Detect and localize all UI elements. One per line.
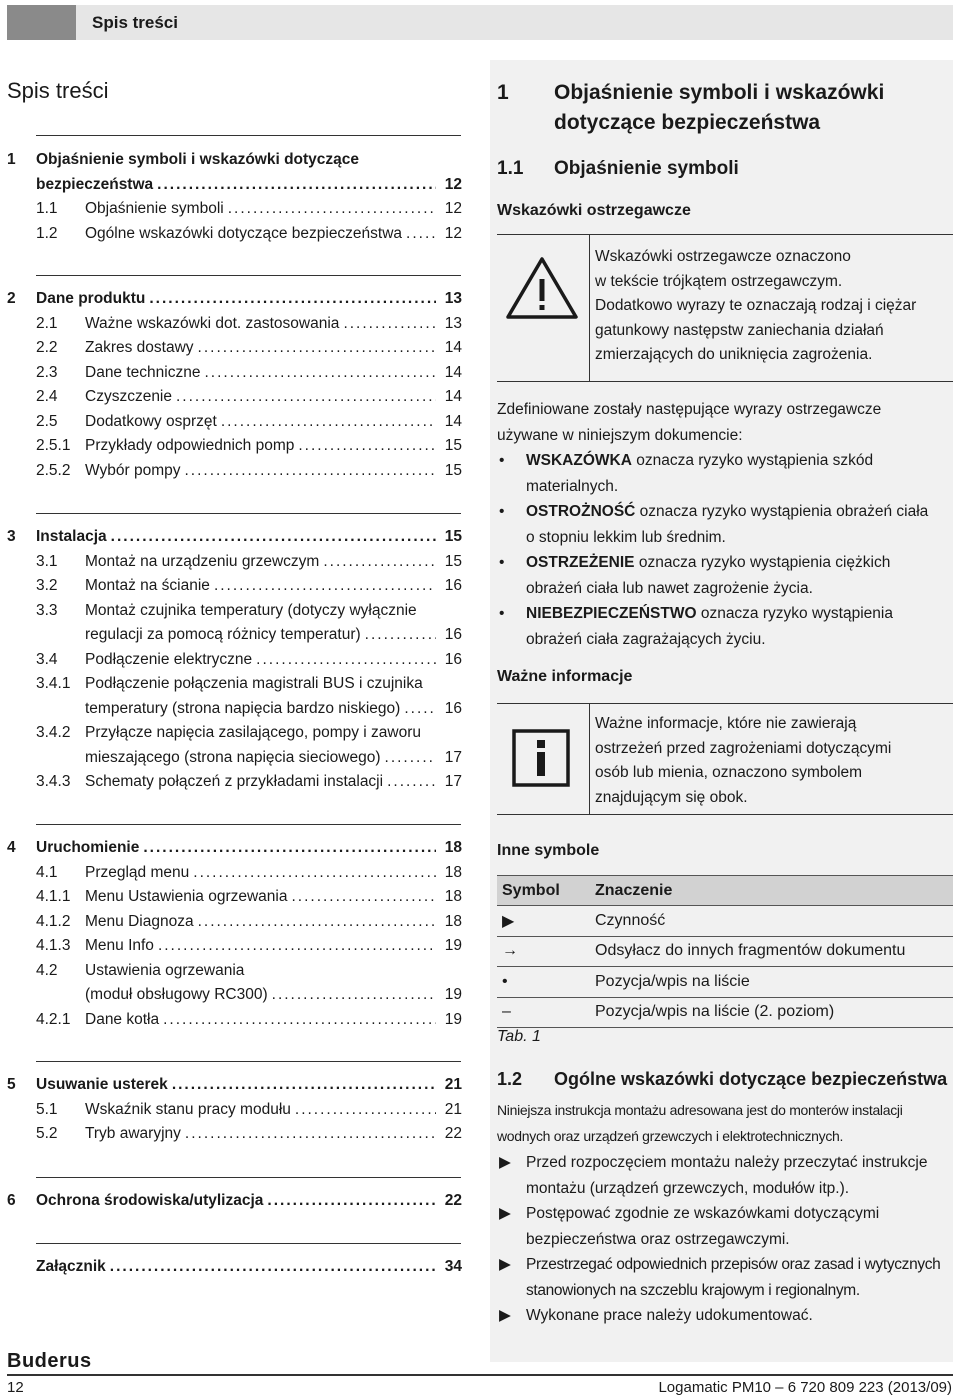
toc-label: Menu Info [85, 937, 154, 954]
action-arrow-icon: ▶ [499, 1307, 511, 1324]
toc-leader [185, 1122, 436, 1147]
toc-leader [272, 983, 436, 1008]
toc-page: 22 [444, 1192, 462, 1209]
toc-page: 22 [444, 1125, 462, 1142]
toc-number: 6 [7, 1192, 16, 1209]
toc-page: 12 [444, 200, 462, 217]
section-number: 1 [497, 81, 509, 104]
list-item [497, 499, 952, 550]
toc-entry [7, 459, 462, 484]
toc-label: Przegląd menu [85, 863, 190, 881]
toc-page: 17 [444, 773, 462, 790]
toc-line [85, 197, 462, 222]
toc-number: 3.4.3 [36, 773, 71, 790]
section-1-2-heading [497, 1069, 947, 1090]
toc-entry [7, 312, 462, 337]
toc-line [85, 336, 462, 361]
toc-entry [7, 599, 462, 648]
toc-label: Instalacja [36, 528, 107, 545]
section-1-1-heading [497, 158, 739, 180]
toc-label: regulacji za pomocą różnicy temperatur) [85, 626, 361, 643]
text-line: Niniejsza instrukcja montażu adresowana jest do monterów instalacji [497, 1102, 903, 1118]
toc-leader [176, 385, 436, 410]
divider [36, 824, 461, 825]
toc-label: Schematy połączeń z przykładami instalacji [85, 773, 384, 790]
toc-line [85, 410, 462, 435]
toc-line [36, 173, 462, 198]
section-title-cont: dotyczące bezpieczeństwa [554, 111, 821, 134]
toc-leader [111, 525, 436, 550]
toc-label: Usuwanie usterek [36, 1076, 168, 1093]
toc-number: 2.5.1 [36, 437, 71, 454]
toc-line [85, 934, 462, 959]
toc-leader [163, 1008, 436, 1033]
bullet-icon: • [499, 605, 505, 622]
toc-chapter [7, 836, 462, 861]
toc-label: Ochrona środowiska/utylizacja [36, 1192, 264, 1209]
toc-page: 15 [444, 528, 462, 545]
toc-label: bezpieczeństwa [36, 175, 154, 193]
toc-page: 19 [444, 986, 462, 1003]
toc-entry [7, 1008, 462, 1033]
text-line: gatunkowy następstw zaniechania działań [595, 321, 884, 339]
step-text-cont: stanowionych na szczeblu krajowym i regionalnym. [526, 1281, 860, 1299]
toc-label: Objaśnienie symboli [85, 200, 224, 217]
toc-leader [110, 1255, 436, 1280]
toc-number: 3.3 [36, 601, 58, 619]
toc-leader [228, 197, 436, 222]
toc-label: Ustawienia ogrzewania [85, 961, 245, 979]
toc-number: 4.1.1 [36, 888, 71, 905]
toc-entry [7, 385, 462, 410]
toc-page: 18 [444, 912, 462, 930]
toc-label: Ogólne wskazówki dotyczące bezpieczeństwa [85, 224, 403, 242]
meaning-cell: Czynność [590, 906, 953, 937]
toc-line [85, 623, 462, 648]
toc-leader [184, 459, 436, 484]
warning-box [497, 234, 953, 382]
toc-label: Montaż na ścianie [85, 577, 210, 594]
symbols-table [497, 875, 953, 1028]
toc-label: Wskaźnik stanu pracy modułu [85, 1100, 291, 1118]
signal-word-desc: oznacza ryzyko wystąpienia szkód [631, 452, 874, 469]
text-line: używane w niniejszym dokumencie: [497, 426, 743, 444]
list-item [497, 1150, 952, 1201]
warnings-heading: Wskazówki ostrzegawcze [497, 202, 691, 219]
toc-leader [143, 836, 436, 861]
toc-page: 16 [444, 699, 462, 717]
symbol-cell: → [497, 936, 590, 967]
header-accent-block [7, 5, 76, 40]
toc-page: 19 [444, 937, 462, 954]
toc-number: 3.4.1 [36, 675, 71, 692]
toc-number: 5 [7, 1076, 16, 1093]
other-symbols-heading: Inne symbole [497, 842, 600, 859]
toc-line [36, 525, 462, 550]
toc-entry [7, 910, 462, 935]
toc-leader [214, 574, 436, 599]
signal-word: WSKAZÓWKA [526, 452, 632, 469]
column-header-meaning: Znaczenie [590, 876, 953, 906]
toc-leader [295, 1098, 436, 1123]
toc-leader [387, 770, 436, 795]
text-line: znajdującym się obok. [595, 788, 748, 806]
section-title: Ogólne wskazówki dotyczące bezpieczeństwa [554, 1069, 948, 1089]
step-text: Przestrzegać odpowiednich przepisów oraz zasad i wytycznych [526, 1256, 941, 1273]
list-item [497, 1303, 952, 1329]
table-row [497, 936, 953, 967]
toc-number: 2.2 [36, 339, 58, 356]
toc-label: Podłączenie elektryczne [85, 650, 253, 668]
toc-page: 15 [444, 552, 462, 570]
signal-words-list [497, 448, 952, 652]
toc-number: 3.4 [36, 650, 58, 668]
toc-entry [7, 222, 462, 247]
toc-page: 19 [444, 1010, 462, 1028]
toc-number: 1 [7, 151, 16, 168]
meaning-cell: Pozycja/wpis na liście [590, 967, 953, 998]
toc-number: 3 [7, 528, 16, 545]
safety-steps-list [497, 1150, 952, 1329]
toc-leader [157, 173, 436, 198]
symbol-cell: – [497, 997, 590, 1028]
toc-label: Zakres dostawy [85, 339, 194, 356]
section-number: 1.2 [497, 1069, 523, 1089]
signal-word: NIEBEZPIECZEŃSTWO [526, 605, 697, 622]
header-title: Spis treści [92, 13, 178, 32]
toc-line [85, 550, 462, 575]
toc-line [36, 836, 462, 861]
toc-label: Dane produktu [36, 290, 146, 307]
signal-word-desc: oznacza ryzyko wystąpienia obrażeń ciała [635, 503, 929, 520]
signal-word: OSTRZEŻENIE [526, 554, 635, 571]
toc-label: mieszającego (strona napięcia sieciowego) [85, 748, 381, 766]
toc-label: Czyszczenie [85, 388, 172, 405]
toc-label: Objaśnienie symboli i wskazówki dotyczące [36, 151, 360, 168]
toc-leader [291, 885, 436, 910]
section-1-2-intro [497, 1098, 952, 1149]
toc-chapter [7, 1189, 462, 1214]
info-icon [497, 704, 590, 814]
toc-line [85, 222, 462, 247]
table-row [497, 967, 953, 998]
toc-entry [7, 648, 462, 673]
toc-leader [198, 336, 436, 361]
signal-word-desc: oznacza ryzyko wystąpienia ciężkich [634, 554, 891, 571]
toc-number: 2.5 [36, 412, 58, 430]
action-arrow-icon: ▶ [499, 1154, 511, 1171]
list-item [497, 448, 952, 499]
step-text: Wykonane prace należy udokumentować. [526, 1307, 813, 1324]
list-item [497, 601, 952, 652]
toc-entry [7, 361, 462, 386]
table-row [497, 906, 953, 937]
page-header [76, 5, 953, 40]
signal-word: OSTROŻNOŚĆ [526, 503, 636, 520]
signal-word-desc-cont: obrażeń ciała zagrażających życiu. [526, 630, 766, 648]
table-caption: Tab. 1 [497, 1028, 541, 1045]
info-box-text [595, 712, 945, 810]
toc-line [85, 746, 462, 771]
toc-page: 13 [444, 314, 462, 332]
toc-line [85, 910, 462, 935]
toc-leader [193, 861, 436, 886]
toc-entry [7, 1098, 462, 1123]
toc-label: Dodatkowy osprzęt [85, 412, 217, 430]
meaning-cell: Odsyłacz do innych fragmentów dokumentu [590, 936, 953, 967]
toc-line [85, 361, 462, 386]
toc-number: 4.2 [36, 961, 58, 979]
toc-entry [7, 1122, 462, 1147]
divider [36, 135, 461, 136]
text-line: wodnych oraz urządzeń grzewczych i elektrotechnicznych. [497, 1127, 844, 1144]
toc-label: Przykłady odpowiednich pomp [85, 437, 295, 454]
toc-line [36, 287, 462, 312]
text-line: Wskazówki ostrzegawcze oznaczono [595, 248, 851, 265]
toc-line [85, 1122, 462, 1147]
toc-page: 21 [444, 1100, 462, 1118]
toc-page: 14 [444, 339, 462, 356]
toc-entry [7, 770, 462, 795]
toc-leader [204, 361, 436, 386]
toc-chapter [7, 148, 462, 197]
table-header-row [497, 876, 953, 906]
toc-line [85, 1008, 462, 1033]
section-title: Objaśnienie symboli i wskazówki [554, 81, 885, 104]
toc-page: 14 [444, 388, 462, 405]
text-line: zmierzających do uniknięcia zagrożenia. [595, 346, 873, 363]
toc-number: 4 [7, 839, 16, 856]
toc-label: Uruchomienie [36, 839, 140, 856]
toc-page: 17 [444, 748, 462, 766]
toc-label: Ważne wskazówki dot. zastosowania [85, 314, 340, 332]
toc-entry [7, 336, 462, 361]
toc-number: 5.2 [36, 1125, 58, 1142]
signal-word-desc-cont: o stopniu lekkim lub średnim. [526, 528, 726, 546]
bullet-icon: • [499, 554, 505, 571]
toc-number: 3.2 [36, 577, 58, 594]
toc-label: Montaż na urządzeniu grzewczym [85, 552, 320, 570]
text-line: w tekście trójkątem ostrzegawczym. [595, 272, 843, 290]
toc-entry [7, 885, 462, 910]
toc-leader [385, 746, 436, 771]
toc-entry [7, 934, 462, 959]
toc-line [85, 459, 462, 484]
toc-line [36, 1255, 462, 1280]
toc-entry [7, 410, 462, 435]
toc-entry [7, 672, 462, 721]
action-arrow-icon: ▶ [499, 1256, 511, 1273]
divider [36, 1061, 461, 1062]
column-header-symbol: Symbol [497, 876, 590, 906]
toc-leader [267, 1189, 436, 1214]
toc-page: 18 [444, 839, 462, 856]
step-text-cont: bezpieczeństwa oraz ostrzegawczymi. [526, 1230, 790, 1248]
toc-entry [7, 959, 462, 1008]
toc-leader [406, 222, 436, 247]
toc-page: 15 [444, 461, 462, 479]
text-line: Zdefiniowane zostały następujące wyrazy ostrzegawcze [497, 401, 882, 418]
toc-chapter [7, 525, 462, 550]
toc-label: Wybór pompy [85, 461, 181, 479]
toc-page: 12 [444, 224, 462, 242]
action-arrow-icon: ▶ [499, 1205, 511, 1222]
toc-line [85, 885, 462, 910]
toc-number: 3.4.2 [36, 724, 71, 741]
text-line: Ważne informacje, które nie zawierają [595, 715, 857, 732]
section-1-heading [497, 78, 884, 138]
toc-leader [172, 1073, 436, 1098]
table-row [497, 997, 953, 1028]
toc-entry [7, 550, 462, 575]
toc-label: Dane techniczne [85, 363, 201, 381]
toc-label: temperatury (strona napięcia bardzo niskiego) [85, 699, 401, 717]
toc-line [85, 574, 462, 599]
toc-number: 3.1 [36, 552, 58, 570]
toc-leader [298, 434, 436, 459]
toc-entry [7, 721, 462, 770]
toc-number: 2.1 [36, 314, 58, 332]
toc-line [85, 312, 462, 337]
info-heading: Ważne informacje [497, 668, 633, 685]
toc-page: 14 [444, 412, 462, 430]
signal-words-intro [497, 397, 952, 448]
step-text: Przed rozpoczęciem montażu należy przeczytać instrukcje [526, 1154, 928, 1171]
toc-leader [221, 410, 436, 435]
meaning-cell: Pozycja/wpis na liście (2. poziom) [590, 997, 953, 1028]
toc-number: 4.1.2 [36, 912, 71, 930]
toc-line [85, 434, 462, 459]
toc-entry [7, 574, 462, 599]
toc-page: 34 [444, 1258, 462, 1275]
toc-number: 1.2 [36, 224, 58, 242]
section-title: Objaśnienie symboli [554, 158, 739, 179]
step-text: Postępować zgodnie ze wskazówkami dotyczącymi [526, 1205, 880, 1222]
toc-label: Dane kotła [85, 1010, 160, 1028]
toc-entry [7, 861, 462, 886]
toc-title: Spis treści [7, 78, 109, 103]
toc-chapter [7, 1073, 462, 1098]
list-item [497, 1201, 952, 1252]
toc-line [85, 983, 462, 1008]
section-number: 1.1 [497, 158, 524, 179]
warning-box-text [595, 245, 945, 368]
bullet-icon: • [499, 503, 505, 520]
toc-label: Załącznik [36, 1258, 106, 1275]
toc-label: Przyłącze napięcia zasilającego, pompy i zaworu [85, 724, 421, 741]
signal-word-desc-cont: materialnych. [526, 477, 619, 495]
warning-triangle-icon [497, 235, 590, 381]
toc-label: (moduł obsługowy RC300) [85, 986, 268, 1003]
divider [36, 513, 461, 514]
toc-label: Menu Diagnoza [85, 912, 194, 930]
toc-page: 16 [444, 577, 462, 594]
toc-line [85, 770, 462, 795]
toc-line [85, 697, 462, 722]
info-box [497, 703, 953, 815]
text-line: ostrzeżeń przed zagrożeniami dotyczącymi [595, 739, 892, 757]
toc-entry [7, 197, 462, 222]
toc-line [36, 1189, 462, 1214]
toc-leader [404, 697, 436, 722]
toc-number: 4.1.3 [36, 937, 71, 954]
toc-line [36, 1073, 462, 1098]
brand-logo: Buderus [7, 1350, 92, 1372]
list-item [497, 1252, 952, 1303]
toc-page: 15 [444, 437, 462, 454]
toc-page: 18 [444, 888, 462, 905]
toc-page: 16 [444, 650, 462, 668]
toc-number: 2.3 [36, 363, 58, 381]
signal-word-desc: oznacza ryzyko wystąpienia [696, 605, 893, 622]
toc-label: Podłączenie połączenia magistrali BUS i czujnika [85, 675, 423, 692]
toc-line [85, 861, 462, 886]
footer-divider [7, 1374, 953, 1376]
text-line: Dodatkowo wyrazy te oznaczają rodzaj i ciężar [595, 297, 917, 314]
toc-label: Montaż czujnika temperatury (dotyczy wyłącznie [85, 601, 417, 619]
text-line: osób lub mienia, oznaczono symbolem [595, 764, 863, 781]
toc-page: 13 [444, 290, 462, 307]
toc-number: 1.1 [36, 200, 58, 217]
toc-number: 2.4 [36, 388, 58, 405]
toc-leader [149, 287, 436, 312]
toc-label: Tryb awaryjny [85, 1125, 181, 1142]
toc-line [85, 648, 462, 673]
divider [36, 275, 461, 276]
toc-number: 4.1 [36, 863, 58, 881]
toc-page: 16 [444, 626, 462, 643]
toc-leader [256, 648, 436, 673]
toc-entry [7, 434, 462, 459]
toc-line [85, 385, 462, 410]
divider [36, 1177, 461, 1178]
toc-page: 12 [444, 175, 462, 193]
toc-page: 18 [444, 863, 462, 881]
toc-number: 2 [7, 290, 16, 307]
bullet-icon: • [499, 452, 505, 469]
toc-line [85, 1098, 462, 1123]
symbol-cell: ▶ [497, 906, 590, 937]
toc-number: 2.5.2 [36, 461, 71, 479]
step-text-cont: montażu (urządzeń grzewczych, modułów itp.). [526, 1179, 850, 1197]
symbol-cell: • [497, 967, 590, 998]
toc-leader [323, 550, 436, 575]
toc-page: 21 [444, 1076, 462, 1093]
list-item [497, 550, 952, 601]
toc-label: Menu Ustawienia ogrzewania [85, 888, 288, 905]
document-id: Logamatic PM10 – 6 720 809 223 (2013/09) [658, 1379, 952, 1396]
signal-word-desc-cont: obrażeń ciała lub nawet zagrożenie życia. [526, 579, 813, 597]
toc-page: 14 [444, 363, 462, 381]
page-number: 12 [7, 1379, 24, 1396]
divider [36, 1243, 461, 1244]
toc-leader [198, 910, 436, 935]
toc-number: 5.1 [36, 1100, 58, 1118]
toc-leader [365, 623, 436, 648]
toc-leader [158, 934, 436, 959]
toc-chapter [7, 1255, 462, 1280]
toc-number: 4.2.1 [36, 1010, 71, 1028]
toc-chapter [7, 287, 462, 312]
toc-leader [343, 312, 436, 337]
